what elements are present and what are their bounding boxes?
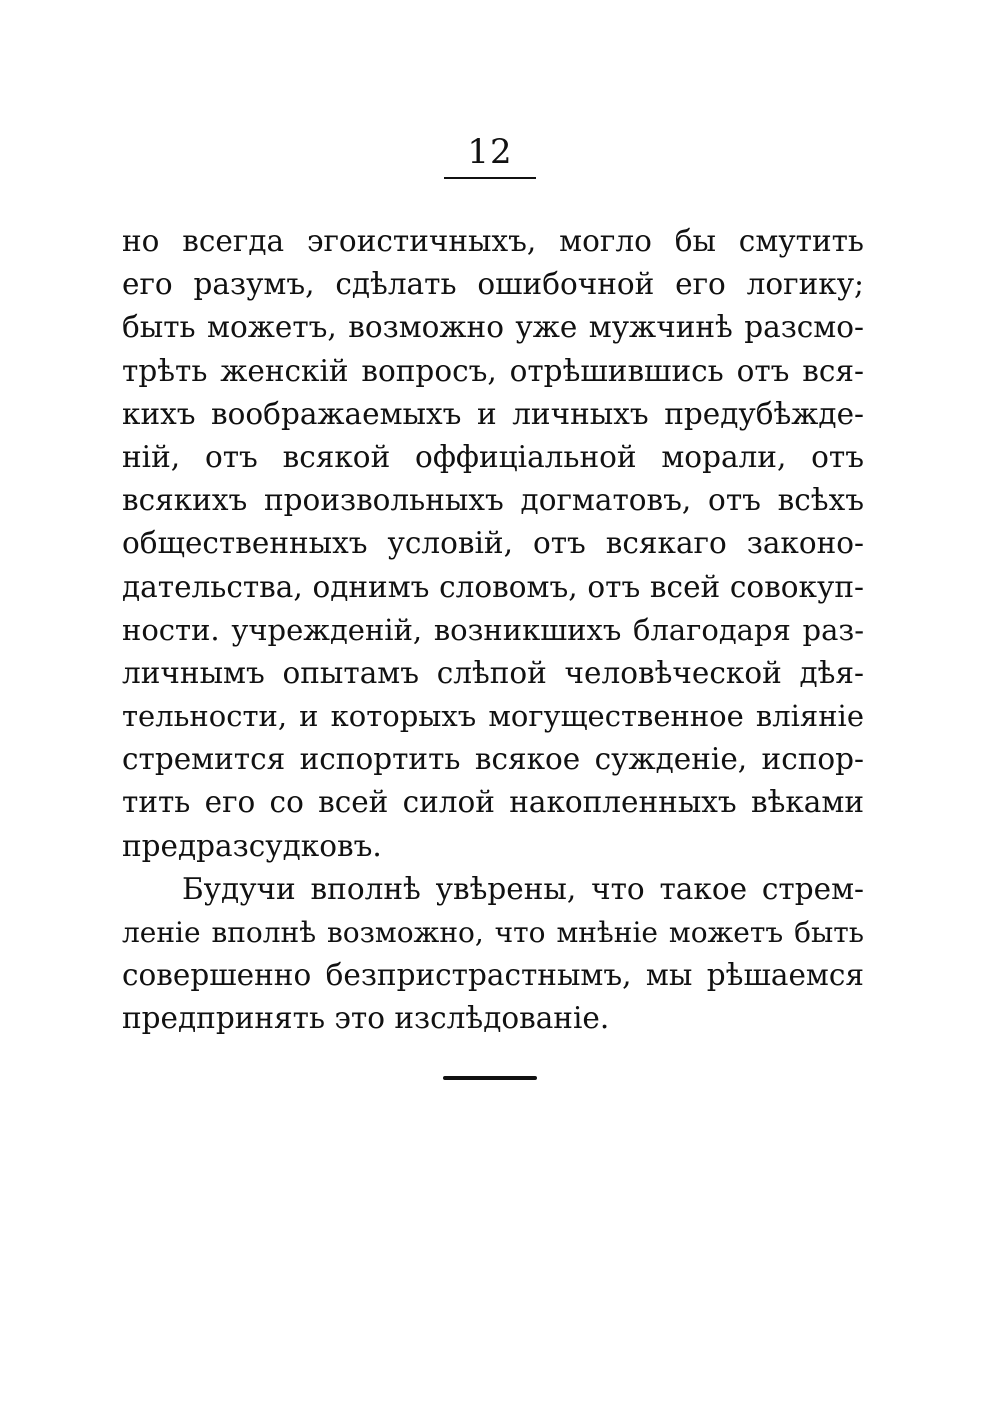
page-number: 12 bbox=[467, 132, 513, 172]
text-line: леніе вполнѣ возможно, что мнѣніе можетъ быть bbox=[122, 916, 864, 949]
page-number-rule bbox=[444, 177, 536, 179]
text-line: тить его со всей силой накопленныхъ вѣками bbox=[122, 785, 864, 820]
text-line: тельности, и которыхъ могущественное вліяніе bbox=[122, 699, 864, 734]
text-line: ности. учрежденій, возникшихъ благодаря раз- bbox=[122, 612, 864, 647]
text-line: всякихъ произвольныхъ догматовъ, отъ всѣхъ bbox=[122, 483, 864, 518]
text-line: предразсудковъ. bbox=[122, 828, 382, 863]
text-line: но всегда эгоистичныхъ, могло бы смутить bbox=[122, 224, 864, 258]
paragraph-2 bbox=[122, 868, 864, 1041]
text-line: ній, отъ всякой оффиціальной морали, отъ bbox=[122, 439, 864, 474]
text-line: трѣть женскій вопросъ, отрѣшившись отъ вся- bbox=[122, 353, 864, 388]
text-line: совершенно безпристрастнымъ, мы рѣшаемся bbox=[122, 958, 864, 993]
text-line: общественныхъ условій, отъ всякаго законо- bbox=[122, 526, 864, 561]
text-line: его разумъ, сдѣлать ошибочной его логику; bbox=[122, 267, 864, 302]
text-line: Будучи вполнѣ увѣрены, что такое стрем- bbox=[182, 871, 864, 906]
text-line: дательства, однимъ словомъ, отъ всей совокуп- bbox=[122, 569, 864, 604]
text-line: быть можетъ, возможно уже мужчинѣ разсмо- bbox=[122, 310, 864, 345]
paragraph-1 bbox=[122, 220, 864, 868]
text-line: стремится испортить всякое сужденіе, испор- bbox=[122, 742, 864, 777]
chapter-end-rule bbox=[443, 1076, 537, 1080]
text-line: предпринять это изслѣдованіе. bbox=[122, 1001, 610, 1036]
body-text bbox=[122, 220, 864, 1041]
text-line: кихъ воображаемыхъ и личныхъ предубѣжде- bbox=[122, 396, 864, 431]
text-line: личнымъ опытамъ слѣпой человѣческой дѣя- bbox=[122, 655, 864, 690]
